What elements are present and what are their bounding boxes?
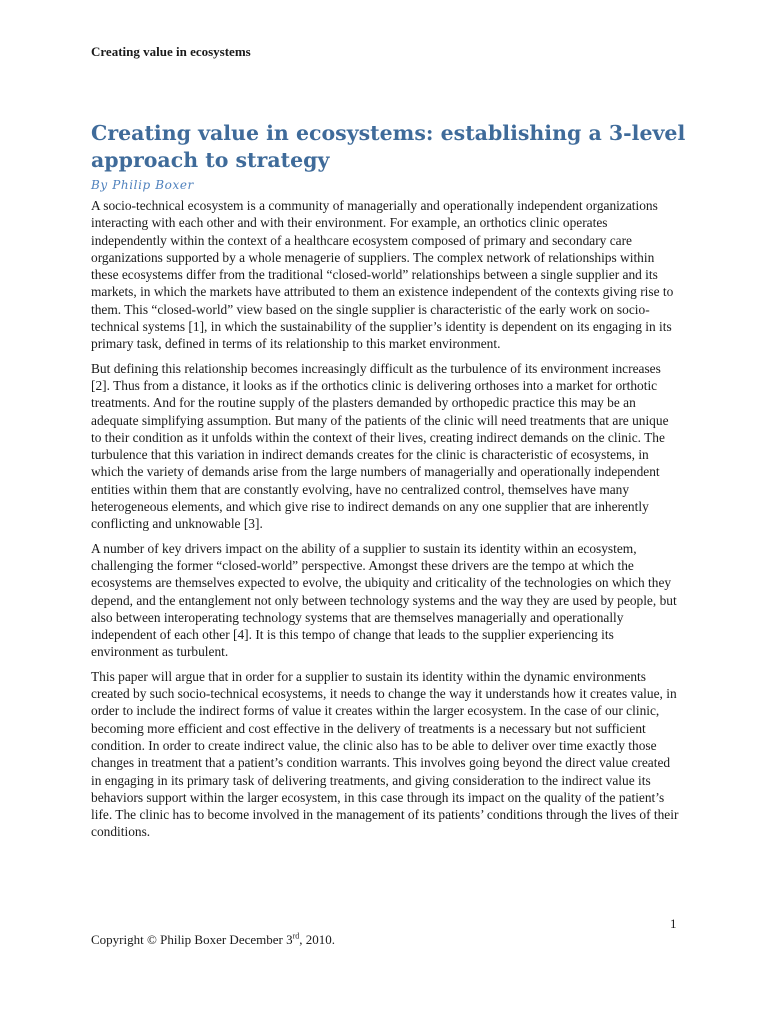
page-number: 1 [670,916,677,931]
body-paragraph: A socio-technical ecosystem is a community of managerially and operationally independent organizations interacting with each other and with their environment. For example, an orthotics clinic operates independently within the context of a healthcare ecosystem composed of primary and secondary care organizations supported by a whole menagerie of suppliers. The complex network of relationships within these ecosystems differ from the traditional “closed-world” relationships between a single supplier and its markets, in which the markets have attributed to them an existence independent of the contexts giving rise to them. This “closed-world” view based on the single supplier is characteristic of the early work on socio-technical systems [1], in which the sustainability of the supplier’s identity is dependent on its engaging in its primary task, defined in terms of its relationship to this market environment. [91,198,674,352]
copyright-text: Copyright © Philip Boxer December 3 [91,932,293,947]
body-paragraph: This paper will argue that in order for a supplier to sustain its identity within the dynamic environments created by such socio-technical ecosystems, it needs to change the way it understands how it creates value, in order to include the indirect forms of value it creates within the larger ecosystem. In the case of our clinic, becoming more efficient and cost effective in the delivery of treatments is a necessary but not sufficient condition. In order to create indirect value, the clinic also has to be able to deliver over time exactly those changes in treatment that a patient’s condition warrants. This involves going beyond the direct value created in engaging in its primary task of delivering treatments, and giving consideration to the indirect value its behaviors support within the larger ecosystem, in this case through its impact on the quality of the patient’s life. The clinic has to become involved in the management of its patients’ conditions through the lives of their conditions. [91,668,679,840]
copyright-year: , 2010. [299,932,336,947]
body-paragraph: But defining this relationship becomes increasingly difficult as the turbulence of its environment increases [2]. Thus from a distance, it looks as if the orthotics clinic is delivering orthoses into a market for orthotic treatments. And for the routine supply of the plasters demanded by orthopedic practice this may be an adequate simplifying assumption. But many of the patients of the clinic will need treatments that are unique to their condition as it unfolds within the context of their lives, creating indirect demands on the clinic. The turbulence that this variation in indirect demands creates for the clinic is characteristic of ecosystems, in which the variety of demands arise from the large numbers of managerially and operationally independent entities within them that are constantly evolving, have no centralized control, themselves have many heterogeneous elements, and which give rise to indirect demands on any one supplier that are inherently conflicting and unknowable [3]. [91,360,669,532]
copyright-notice [91,932,335,948]
article-body [91,197,679,848]
date-ordinal-suffix: rd [292,931,300,941]
running-header: Creating value in ecosystems [91,44,251,59]
article-byline: By Philip Boxer [91,178,194,192]
article-title: Creating value in ecosystems: establishing a 3-level approach to strategy [91,121,686,172]
body-paragraph: A number of key drivers impact on the ability of a supplier to sustain its identity within an ecosystem, challenging the former “closed-world” perspective. Amongst these drivers are the tempo at which the ecosystems are themselves expected to evolve, the ubiquity and criticality of the technologies on which they depend, and the entanglement not only between technology systems and the way they are used by people, but also between interoperating technology systems that are themselves managerially and operationally independent of each other [4]. It is this tempo of change that leads to the supplier experiencing its environment as turbulent. [91,540,677,660]
